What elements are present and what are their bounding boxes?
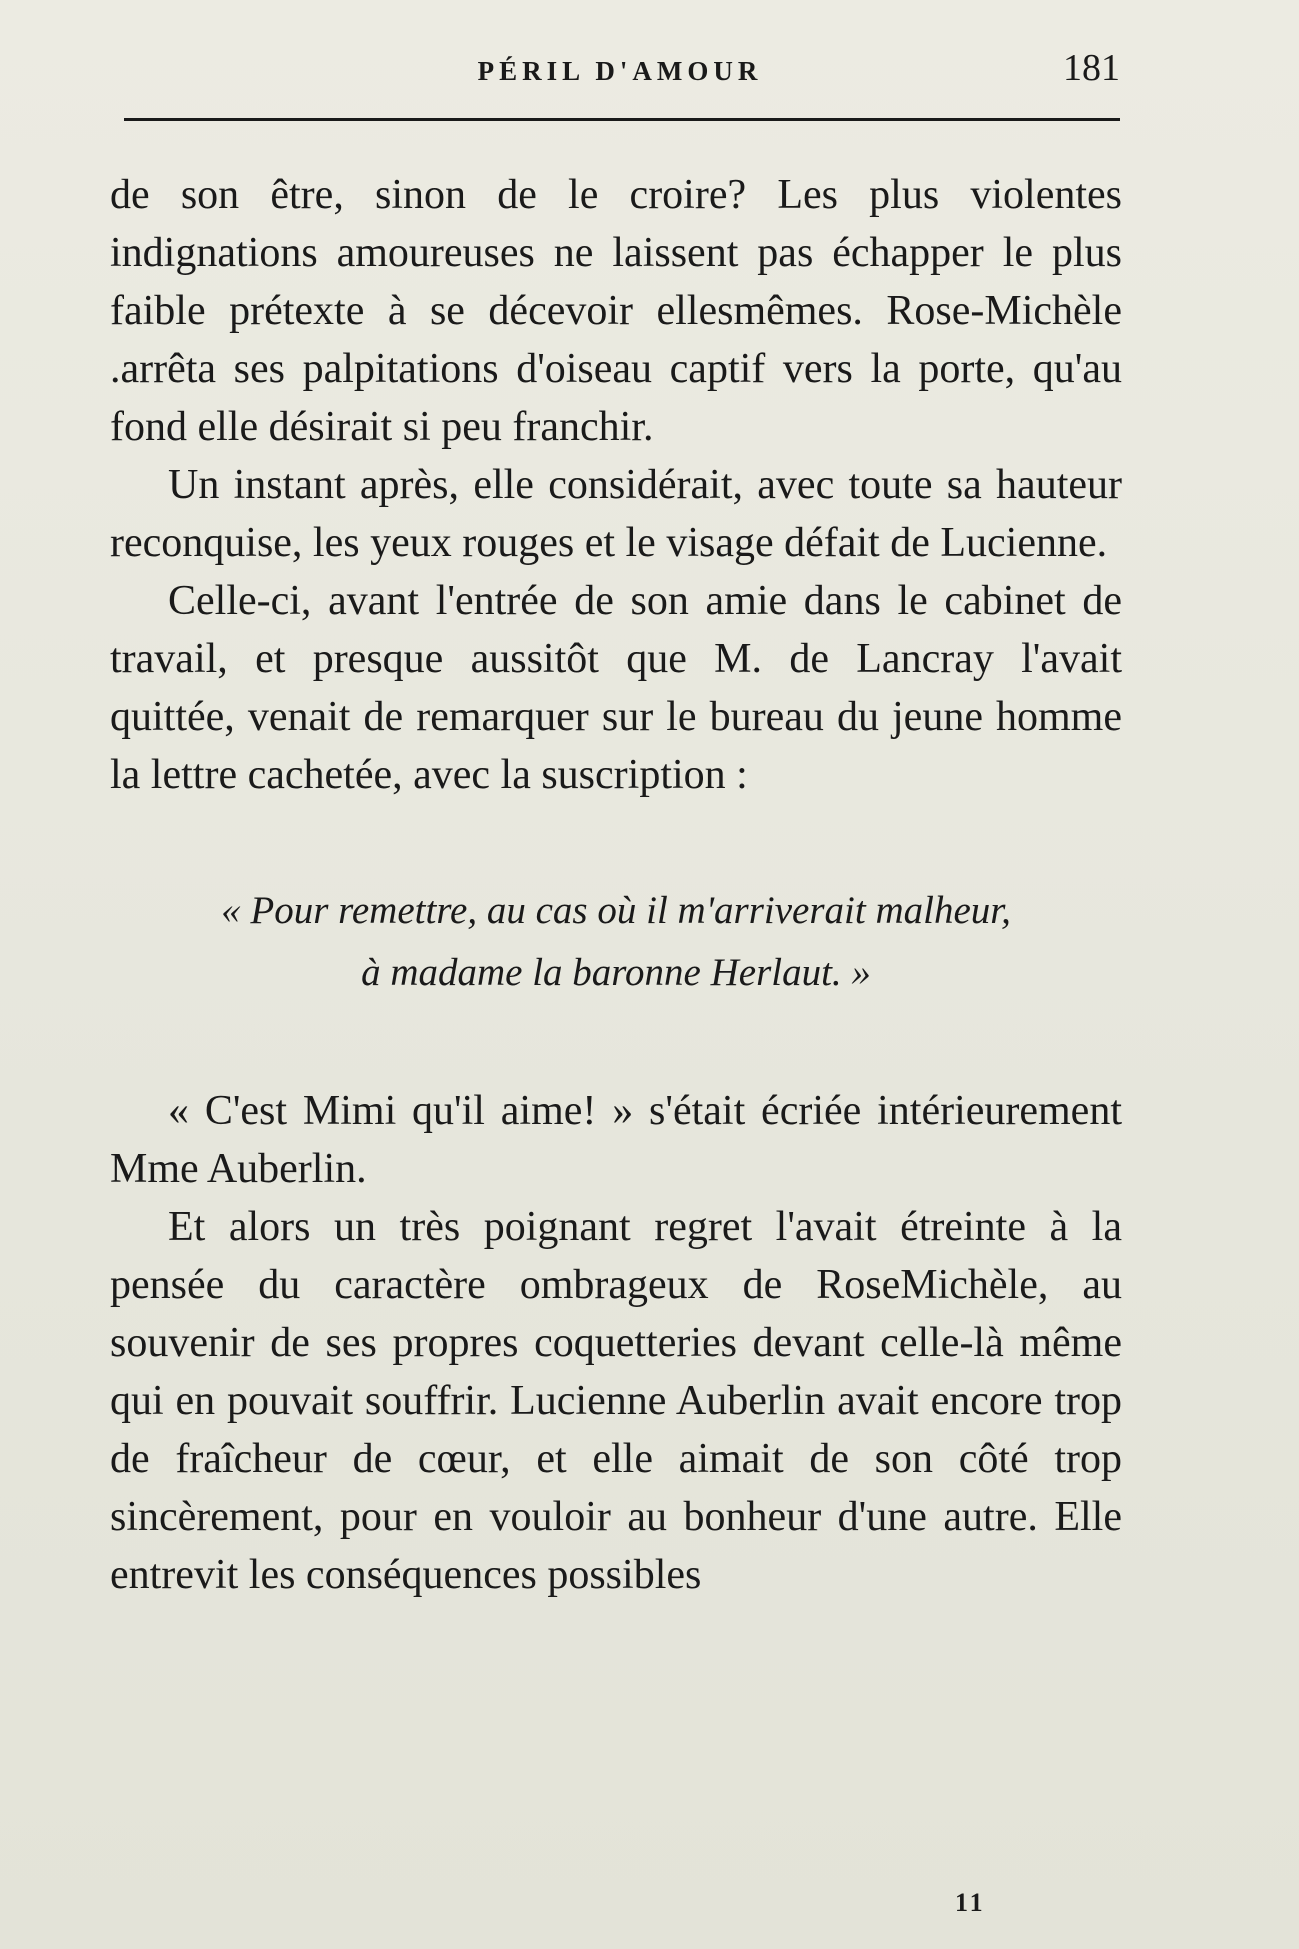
inscription-line-1: « Pour remettre, au cas où il m'arriverait malheur, [221, 889, 1011, 932]
paragraph-5: Et alors un très poignant regret l'avait étreinte à la pensée du caractère ombrageux de RoseMichèle, au souvenir de ses propres coquetteries devant celle-là même qui en pouvait souffrir. Lucienne Auberlin avait encore trop de fraîcheur de cœur, et elle aimait de son côté trop sincèrement, pour en vouloir au bonheur d'une autre. Elle entrevit les conséquences possibles [110, 1204, 1122, 1598]
paragraph-3: Celle-ci, avant l'entrée de son amie dans le cabinet de travail, et presque aussitôt que M. de Lancray l'avait quittée, venait de remarquer sur le bureau du jeune homme la lettre cachetée, avec la suscription : [110, 578, 1122, 798]
signature-mark: 11 [955, 1888, 986, 1917]
header-rule [124, 118, 1120, 121]
inscription-line-2: à madame la baronne Herlaut. » [361, 951, 871, 994]
paragraph-4: « C'est Mimi qu'il aime! » s'était écriée intérieurement Mme Auberlin. [110, 1088, 1122, 1192]
letter-inscription [110, 880, 1122, 1004]
paragraph-2: Un instant après, elle considérait, avec toute sa hauteur reconquise, les yeux rouges et le visage défait de Lucienne. [110, 462, 1122, 566]
page-number: 181 [1063, 47, 1120, 89]
paragraph-1: de son être, sinon de le croire? Les plus violentes indignations amoureuses ne laissent pas échapper le plus faible prétexte à se décevoir ellesmêmes. Rose-Michèle .arrêta ses palpitations d'oiseau captif vers la porte, qu'au fond elle désirait si peu franchir. [110, 172, 1122, 450]
running-title: PÉRIL D'AMOUR [477, 56, 763, 86]
body-text [110, 166, 1122, 1604]
page-header [120, 44, 1120, 94]
